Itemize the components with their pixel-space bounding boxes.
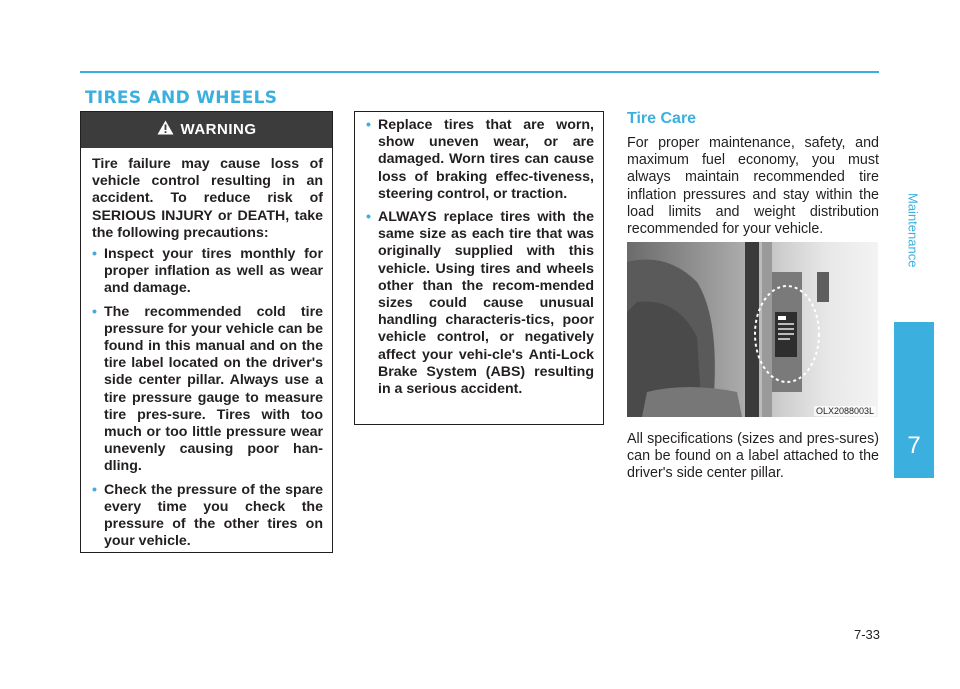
bullet-dot-icon: • [366, 117, 371, 133]
bullet-dot-icon: • [92, 303, 97, 320]
warning-triangle-icon [157, 120, 174, 139]
warning-box-right [354, 111, 604, 425]
list-item [92, 304, 323, 476]
bullet-dot-icon: • [92, 246, 97, 263]
list-item-text: Check the pressure of the spare every time you check the pressure of the other tires on your vehicle. [104, 481, 323, 550]
tire-label-paragraph: All specifications (sizes and pres-sures) can be found on a label attached to the driver's side center pillar. [627, 431, 879, 482]
tire-care-heading: Tire Care [627, 110, 697, 127]
page-number: 7-33 [853, 627, 880, 642]
list-item [366, 209, 594, 398]
warning-box-left [80, 111, 333, 553]
warning-header [81, 112, 332, 148]
bullet-dot-icon: • [92, 481, 97, 498]
list-item-text: Replace tires that are worn, show uneven wear, or are damaged. Worn tires can cause loss of braking effec-tiveness, steering control, or traction. [378, 117, 594, 202]
tire-label-photo [627, 242, 878, 417]
bullet-dot-icon: • [366, 209, 371, 226]
door-pillar-illustration [627, 242, 878, 417]
warning-body-right [355, 112, 603, 398]
tire-care-paragraph: For proper maintenance, safety, and maximum fuel economy, you must always maintain recommended tire inflation pressures and stay within the load limits and weight distribution recommended for your vehicle. [627, 135, 879, 238]
photo-caption: OLX2088003L [815, 406, 874, 416]
chapter-tab-label: Maintenance [905, 192, 921, 268]
section-title: TIRES AND WHEELS [85, 88, 278, 108]
list-item [92, 246, 323, 298]
warning-title: WARNING [180, 121, 257, 139]
top-rule [80, 71, 879, 73]
list-item-text: The recommended cold tire pressure for your vehicle can be found in this manual and on the tire label located on the driver's side center pillar. Always use a tire pressure gauge to measure tire pres-sure. Tires with too much or too little pressure wear unevenly causing poor han-dling. [104, 303, 323, 475]
list-item-text: ALWAYS replace tires with the same size as each tire that was originally supplied with this vehicle. Using tires and wheels other than the recom-mended sizes could cause unusual handling characteris-tics, poor vehicle control, or negatively affect your vehi-cle's Anti-Lock Brake System (ABS) resulting in a serious accident. [378, 209, 594, 398]
warning-body-left [81, 148, 332, 550]
warning-intro: Tire failure may cause loss of vehicle control resulting in an accident. To reduce risk of SERIOUS INJURY or DEATH, take the following precautions: [92, 156, 323, 241]
chapter-number: 7 [907, 432, 921, 459]
list-item [92, 482, 323, 551]
warning-list-right [366, 117, 594, 398]
list-item [366, 117, 594, 203]
list-item-text: Inspect your tires monthly for proper inflation as well as wear and damage. [104, 246, 323, 297]
warning-list-left [92, 246, 323, 550]
